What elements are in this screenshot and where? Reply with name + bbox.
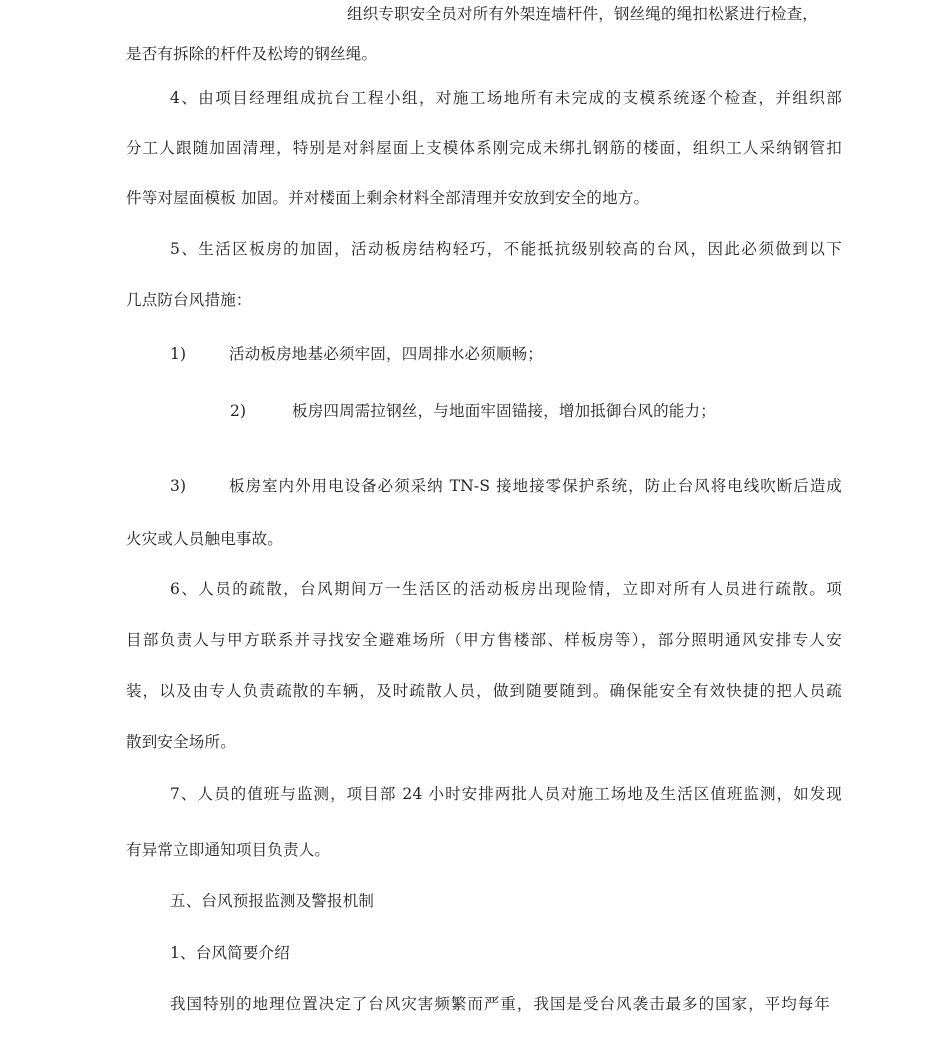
list-item-text: 活动板房地基必须牢固，四周排水必须顺畅； (229, 345, 544, 363)
list-item-text: 板房四周需拉钢丝，与地面牢固锚接，增加抵御台风的能力； (292, 402, 716, 420)
paragraph-line: 分工人跟随加固清理，特别是对斜屋面上支模体系刚完成未绑扎钢筋的楼面，组织工人采纳钢管扣 (126, 139, 842, 157)
paragraph-line: 散到安全场所。 (126, 733, 236, 751)
paragraph-line: 件等对屋面模板 加固。并对楼面上剩余材料全部清理并安放到安全的地方。 (126, 189, 650, 207)
list-number: 1) (170, 345, 187, 363)
paragraph-line: 组织专职安全员对所有外架连墙杆件，钢丝绳的绳扣松紧进行检查， (347, 5, 819, 23)
paragraph-line: 5、生活区板房的加固，活动板房结构轻巧，不能抵抗级别较高的台风，因此必须做到以下 (170, 240, 842, 258)
paragraph-line: 4、由项目经理组成抗台工程小组，对施工场地所有未完成的支模系统逐个检查，并组织部 (170, 89, 842, 107)
paragraph-line: 有异常立即通知项目负责人。 (126, 841, 331, 859)
list-item-text: 板房室内外用电设备必须采纳 TN-S 接地接零保护系统，防止台风将电线吹断后造成 (229, 477, 842, 495)
paragraph-line: 火灾或人员触电事故。 (126, 530, 284, 548)
paragraph-line: 装，以及由专人负责疏散的车辆，及时疏散人员，做到随要随到。确保能安全有效快捷的把人员疏 (126, 682, 842, 700)
section-heading: 五、台风预报监测及警报机制 (170, 892, 375, 910)
paragraph-line: 几点防台风措施： (126, 291, 252, 309)
paragraph-line: 目部负责人与甲方联系并寻找安全避难场所（甲方售楼部、样板房等），部分照明通风安排专人安 (126, 631, 842, 649)
paragraph-line: 6、人员的疏散，台风期间万一生活区的活动板房出现险情，立即对所有人员进行疏散。项 (170, 580, 842, 598)
subsection-heading: 1、台风简要介绍 (170, 944, 290, 962)
paragraph-line: 是否有拆除的杆件及松垮的钢丝绳。 (126, 45, 378, 63)
paragraph-line: 我国特别的地理位置决定了台风灾害频繁而严重，我国是受台风袭击最多的国家，平均每年 (170, 995, 830, 1013)
list-number: 3) (170, 477, 187, 495)
paragraph-line: 7、人员的值班与监测，项目部 24 小时安排两批人员对施工场地及生活区值班监测，如发现 (170, 785, 842, 803)
list-number: 2) (230, 402, 247, 420)
